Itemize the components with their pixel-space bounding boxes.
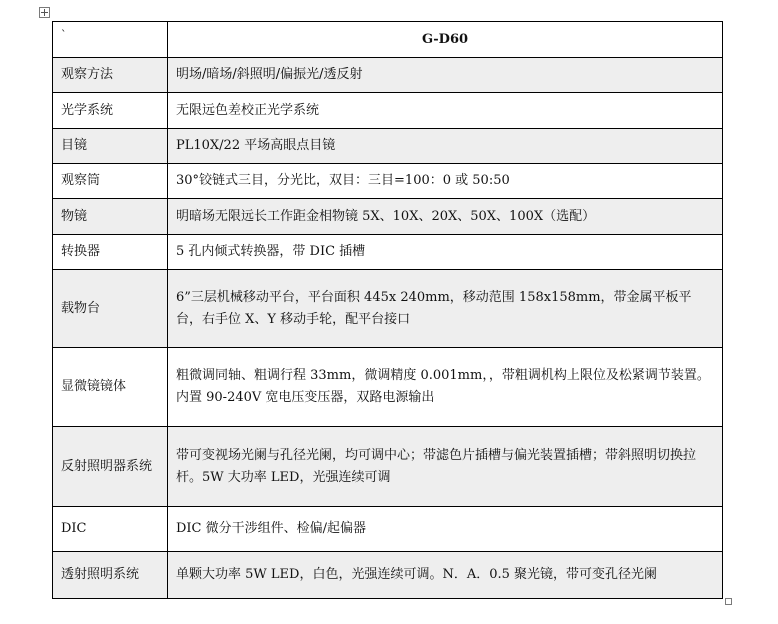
- row-label: 载物台: [53, 270, 168, 348]
- row-label: 目镜: [53, 129, 168, 164]
- row-value: 明暗场无限远长工作距金相物镜 5X、10X、20X、50X、100X（选配）: [168, 199, 723, 235]
- table-move-handle-icon[interactable]: [39, 7, 50, 18]
- row-label: 反射照明器系统: [53, 427, 168, 507]
- row-value: 单颗大功率 5W LED，白色，光强连续可调。N．A．0.5 聚光镜，带可变孔径光阑: [168, 552, 723, 599]
- row-value: 6”三层机械移动平台，平台面积 445x 240mm，移动范围 158x158mm，带金属平板平台，右手位 X、Y 移动手轮，配平台接口: [168, 270, 723, 348]
- row-value: 无限远色差校正光学系统: [168, 93, 723, 129]
- row-value: 明场/暗场/斜照明/偏振光/透反射: [168, 58, 723, 93]
- row-label: DIC: [53, 507, 168, 552]
- header-corner-cell: `: [53, 22, 168, 58]
- row-label: 光学系统: [53, 93, 168, 129]
- table-row: [53, 129, 723, 164]
- spec-table: [52, 21, 723, 599]
- row-label: 物镜: [53, 199, 168, 235]
- row-value: 5 孔内倾式转换器，带 DIC 插槽: [168, 235, 723, 270]
- table-row: [53, 552, 723, 599]
- table-resize-handle-icon[interactable]: [725, 598, 732, 605]
- table-row: [53, 348, 723, 427]
- table-row: [53, 507, 723, 552]
- table-row: [53, 270, 723, 348]
- row-label: 显微镜镜体: [53, 348, 168, 427]
- table-row: [53, 164, 723, 199]
- table-row: [53, 58, 723, 93]
- model-name: G-D60: [168, 22, 723, 58]
- row-label: 观察方法: [53, 58, 168, 93]
- row-label: 透射照明系统: [53, 552, 168, 599]
- table-header-row: [53, 22, 723, 58]
- row-label: 转换器: [53, 235, 168, 270]
- table-row: [53, 93, 723, 129]
- row-value: 粗微调同轴、粗调行程 33mm，微调精度 0.001mm，，带粗调机构上限位及松紧调节装置。内置 90-240V 宽电压变压器，双路电源输出: [168, 348, 723, 427]
- row-value: 30°铰链式三目，分光比，双目：三目=100：0 或 50:50: [168, 164, 723, 199]
- row-value: 带可变视场光阑与孔径光阑，均可调中心；带滤色片插槽与偏光装置插槽；带斜照明切换拉杆。5W 大功率 LED，光强连续可调: [168, 427, 723, 507]
- row-label: 观察筒: [53, 164, 168, 199]
- table-row: [53, 199, 723, 235]
- table-row: [53, 235, 723, 270]
- row-value: DIC 微分干涉组件、检偏/起偏器: [168, 507, 723, 552]
- row-value: PL10X/22 平场高眼点目镜: [168, 129, 723, 164]
- table-row: [53, 427, 723, 507]
